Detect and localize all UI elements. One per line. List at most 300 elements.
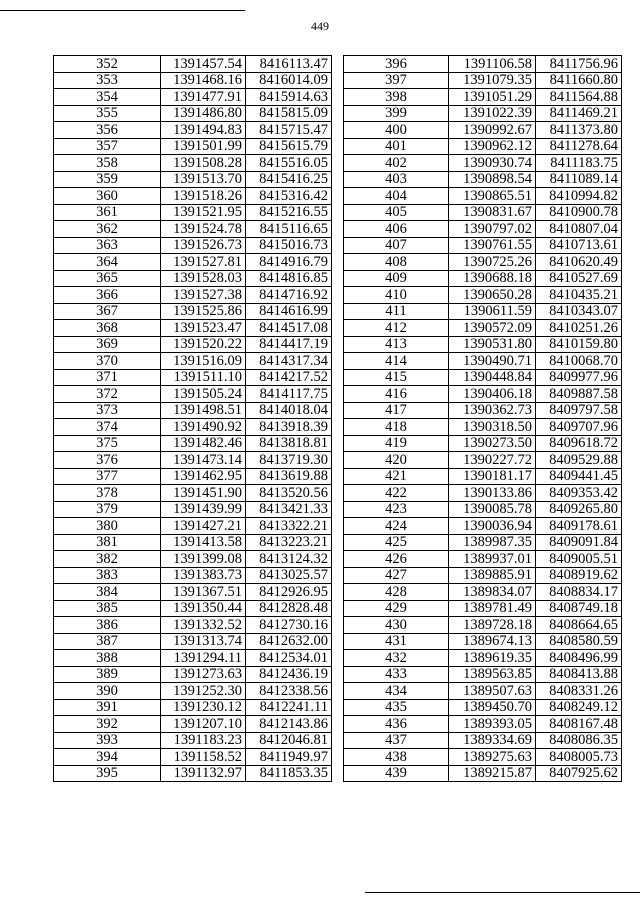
x-coordinate-cell: 1391505.24 bbox=[161, 386, 246, 403]
x-coordinate-cell: 1390133.86 bbox=[449, 485, 536, 502]
point-number-cell: 370 bbox=[54, 353, 161, 370]
point-number-cell: 380 bbox=[54, 518, 161, 535]
y-coordinate-cell: 8407925.62 bbox=[536, 765, 622, 782]
x-coordinate-cell: 1389728.18 bbox=[449, 617, 536, 634]
point-number-cell: 431 bbox=[344, 633, 449, 650]
point-number-cell: 417 bbox=[344, 402, 449, 419]
point-number-cell: 398 bbox=[344, 89, 449, 106]
point-number-cell: 353 bbox=[54, 72, 161, 89]
y-coordinate-cell: 8410807.04 bbox=[536, 221, 622, 238]
x-coordinate-cell: 1390992.67 bbox=[449, 122, 536, 139]
y-coordinate-cell: 8408496.99 bbox=[536, 650, 622, 667]
x-coordinate-cell: 1391451.90 bbox=[161, 485, 246, 502]
x-coordinate-cell: 1389987.35 bbox=[449, 534, 536, 551]
table-row bbox=[344, 204, 622, 221]
x-coordinate-cell: 1391457.54 bbox=[161, 56, 246, 73]
x-coordinate-cell: 1389507.63 bbox=[449, 683, 536, 700]
point-number-cell: 388 bbox=[54, 650, 161, 667]
point-number-cell: 402 bbox=[344, 155, 449, 172]
y-coordinate-cell: 8408249.12 bbox=[536, 699, 622, 716]
point-number-cell: 355 bbox=[54, 105, 161, 122]
point-number-cell: 396 bbox=[344, 56, 449, 73]
table-row bbox=[54, 287, 332, 304]
table-row bbox=[344, 188, 622, 205]
point-number-cell: 403 bbox=[344, 171, 449, 188]
point-number-cell: 428 bbox=[344, 584, 449, 601]
point-number-cell: 359 bbox=[54, 171, 161, 188]
y-coordinate-cell: 8412241.11 bbox=[246, 699, 332, 716]
x-coordinate-cell: 1391473.14 bbox=[161, 452, 246, 469]
point-number-cell: 358 bbox=[54, 155, 161, 172]
table-row bbox=[344, 633, 622, 650]
point-number-cell: 354 bbox=[54, 89, 161, 106]
x-coordinate-cell: 1391439.99 bbox=[161, 501, 246, 518]
y-coordinate-cell: 8416113.47 bbox=[246, 56, 332, 73]
y-coordinate-cell: 8411564.88 bbox=[536, 89, 622, 106]
x-coordinate-cell: 1391350.44 bbox=[161, 600, 246, 617]
point-number-cell: 371 bbox=[54, 369, 161, 386]
table-row bbox=[344, 369, 622, 386]
y-coordinate-cell: 8414616.99 bbox=[246, 303, 332, 320]
y-coordinate-cell: 8414317.34 bbox=[246, 353, 332, 370]
x-coordinate-cell: 1389215.87 bbox=[449, 765, 536, 782]
x-coordinate-cell: 1389450.70 bbox=[449, 699, 536, 716]
table-row bbox=[344, 287, 622, 304]
x-coordinate-cell: 1390318.50 bbox=[449, 419, 536, 436]
x-coordinate-cell: 1390181.17 bbox=[449, 468, 536, 485]
table-row bbox=[54, 56, 332, 73]
point-number-cell: 429 bbox=[344, 600, 449, 617]
x-coordinate-cell: 1390448.84 bbox=[449, 369, 536, 386]
point-number-cell: 407 bbox=[344, 237, 449, 254]
x-coordinate-cell: 1390688.18 bbox=[449, 270, 536, 287]
table-row bbox=[54, 138, 332, 155]
x-coordinate-cell: 1391528.03 bbox=[161, 270, 246, 287]
x-coordinate-cell: 1391527.81 bbox=[161, 254, 246, 271]
y-coordinate-cell: 8412338.56 bbox=[246, 683, 332, 700]
point-number-cell: 401 bbox=[344, 138, 449, 155]
y-coordinate-cell: 8409091.84 bbox=[536, 534, 622, 551]
y-coordinate-cell: 8411278.64 bbox=[536, 138, 622, 155]
x-coordinate-cell: 1389937.01 bbox=[449, 551, 536, 568]
y-coordinate-cell: 8410435.21 bbox=[536, 287, 622, 304]
x-coordinate-cell: 1390406.18 bbox=[449, 386, 536, 403]
y-coordinate-cell: 8408834.17 bbox=[536, 584, 622, 601]
x-coordinate-cell: 1391486.80 bbox=[161, 105, 246, 122]
table-row bbox=[344, 765, 622, 782]
table-row bbox=[344, 468, 622, 485]
point-number-cell: 434 bbox=[344, 683, 449, 700]
x-coordinate-cell: 1390831.67 bbox=[449, 204, 536, 221]
table-row bbox=[344, 89, 622, 106]
y-coordinate-cell: 8411373.80 bbox=[536, 122, 622, 139]
footer-rule bbox=[365, 892, 640, 893]
y-coordinate-cell: 8408005.73 bbox=[536, 749, 622, 766]
table-row bbox=[54, 551, 332, 568]
y-coordinate-cell: 8415914.63 bbox=[246, 89, 332, 106]
table-row bbox=[54, 320, 332, 337]
table-row bbox=[344, 270, 622, 287]
table-row bbox=[54, 369, 332, 386]
x-coordinate-cell: 1391518.26 bbox=[161, 188, 246, 205]
y-coordinate-cell: 8412730.16 bbox=[246, 617, 332, 634]
y-coordinate-cell: 8411469.21 bbox=[536, 105, 622, 122]
point-number-cell: 387 bbox=[54, 633, 161, 650]
table-row bbox=[54, 633, 332, 650]
y-coordinate-cell: 8410527.69 bbox=[536, 270, 622, 287]
x-coordinate-cell: 1389275.63 bbox=[449, 749, 536, 766]
point-number-cell: 391 bbox=[54, 699, 161, 716]
x-coordinate-cell: 1391508.28 bbox=[161, 155, 246, 172]
y-coordinate-cell: 8413619.88 bbox=[246, 468, 332, 485]
x-coordinate-cell: 1389563.85 bbox=[449, 666, 536, 683]
y-coordinate-cell: 8408331.26 bbox=[536, 683, 622, 700]
table-row bbox=[54, 419, 332, 436]
y-coordinate-cell: 8413421.33 bbox=[246, 501, 332, 518]
table-row bbox=[54, 336, 332, 353]
point-number-cell: 414 bbox=[344, 353, 449, 370]
x-coordinate-cell: 1391482.46 bbox=[161, 435, 246, 452]
y-coordinate-cell: 8416014.09 bbox=[246, 72, 332, 89]
point-number-cell: 400 bbox=[344, 122, 449, 139]
y-coordinate-cell: 8410620.49 bbox=[536, 254, 622, 271]
point-number-cell: 406 bbox=[344, 221, 449, 238]
x-coordinate-cell: 1390761.55 bbox=[449, 237, 536, 254]
y-coordinate-cell: 8414117.75 bbox=[246, 386, 332, 403]
x-coordinate-cell: 1391051.29 bbox=[449, 89, 536, 106]
table-row bbox=[344, 650, 622, 667]
table-row bbox=[344, 386, 622, 403]
point-number-cell: 362 bbox=[54, 221, 161, 238]
y-coordinate-cell: 8414217.52 bbox=[246, 369, 332, 386]
table-row bbox=[344, 666, 622, 683]
table-row bbox=[344, 584, 622, 601]
y-coordinate-cell: 8410994.82 bbox=[536, 188, 622, 205]
y-coordinate-cell: 8415316.42 bbox=[246, 188, 332, 205]
point-number-cell: 426 bbox=[344, 551, 449, 568]
table-row bbox=[54, 749, 332, 766]
point-number-cell: 437 bbox=[344, 732, 449, 749]
point-number-cell: 365 bbox=[54, 270, 161, 287]
y-coordinate-cell: 8410068.70 bbox=[536, 353, 622, 370]
point-number-cell: 411 bbox=[344, 303, 449, 320]
table-row bbox=[344, 501, 622, 518]
point-number-cell: 436 bbox=[344, 716, 449, 733]
point-number-cell: 405 bbox=[344, 204, 449, 221]
table-row bbox=[54, 732, 332, 749]
y-coordinate-cell: 8415216.55 bbox=[246, 204, 332, 221]
x-coordinate-cell: 1390531.80 bbox=[449, 336, 536, 353]
point-number-cell: 410 bbox=[344, 287, 449, 304]
x-coordinate-cell: 1391527.38 bbox=[161, 287, 246, 304]
y-coordinate-cell: 8412436.19 bbox=[246, 666, 332, 683]
point-number-cell: 432 bbox=[344, 650, 449, 667]
point-number-cell: 422 bbox=[344, 485, 449, 502]
table-row bbox=[344, 72, 622, 89]
x-coordinate-cell: 1389885.91 bbox=[449, 567, 536, 584]
point-number-cell: 435 bbox=[344, 699, 449, 716]
y-coordinate-cell: 8411089.14 bbox=[536, 171, 622, 188]
y-coordinate-cell: 8408167.48 bbox=[536, 716, 622, 733]
point-number-cell: 392 bbox=[54, 716, 161, 733]
table-row bbox=[54, 683, 332, 700]
y-coordinate-cell: 8415815.09 bbox=[246, 105, 332, 122]
y-coordinate-cell: 8410900.78 bbox=[536, 204, 622, 221]
table-row bbox=[344, 237, 622, 254]
x-coordinate-cell: 1390611.59 bbox=[449, 303, 536, 320]
table-row bbox=[344, 567, 622, 584]
table-row bbox=[54, 155, 332, 172]
x-coordinate-cell: 1390362.73 bbox=[449, 402, 536, 419]
x-coordinate-cell: 1391367.51 bbox=[161, 584, 246, 601]
table-row bbox=[344, 336, 622, 353]
table-row bbox=[54, 386, 332, 403]
y-coordinate-cell: 8415615.79 bbox=[246, 138, 332, 155]
x-coordinate-cell: 1391524.78 bbox=[161, 221, 246, 238]
x-coordinate-cell: 1390930.74 bbox=[449, 155, 536, 172]
point-number-cell: 357 bbox=[54, 138, 161, 155]
x-coordinate-cell: 1389781.49 bbox=[449, 600, 536, 617]
x-coordinate-cell: 1389619.35 bbox=[449, 650, 536, 667]
table-row bbox=[344, 617, 622, 634]
table-row bbox=[54, 72, 332, 89]
point-number-cell: 395 bbox=[54, 765, 161, 782]
x-coordinate-cell: 1391523.47 bbox=[161, 320, 246, 337]
point-number-cell: 381 bbox=[54, 534, 161, 551]
x-coordinate-cell: 1391494.83 bbox=[161, 122, 246, 139]
point-number-cell: 424 bbox=[344, 518, 449, 535]
x-coordinate-cell: 1391427.21 bbox=[161, 518, 246, 535]
table-row bbox=[54, 254, 332, 271]
point-number-cell: 379 bbox=[54, 501, 161, 518]
y-coordinate-cell: 8415416.25 bbox=[246, 171, 332, 188]
x-coordinate-cell: 1391383.73 bbox=[161, 567, 246, 584]
y-coordinate-cell: 8412143.86 bbox=[246, 716, 332, 733]
table-row bbox=[344, 485, 622, 502]
point-number-cell: 421 bbox=[344, 468, 449, 485]
table-row bbox=[54, 600, 332, 617]
point-number-cell: 404 bbox=[344, 188, 449, 205]
y-coordinate-cell: 8415715.47 bbox=[246, 122, 332, 139]
point-number-cell: 367 bbox=[54, 303, 161, 320]
x-coordinate-cell: 1391521.95 bbox=[161, 204, 246, 221]
y-coordinate-cell: 8414517.08 bbox=[246, 320, 332, 337]
point-number-cell: 430 bbox=[344, 617, 449, 634]
x-coordinate-cell: 1390273.50 bbox=[449, 435, 536, 452]
table-row bbox=[344, 452, 622, 469]
table-row bbox=[54, 501, 332, 518]
y-coordinate-cell: 8409178.61 bbox=[536, 518, 622, 535]
table-row bbox=[344, 138, 622, 155]
coordinates-table-left bbox=[53, 55, 332, 782]
x-coordinate-cell: 1391313.74 bbox=[161, 633, 246, 650]
point-number-cell: 423 bbox=[344, 501, 449, 518]
y-coordinate-cell: 8409005.51 bbox=[536, 551, 622, 568]
y-coordinate-cell: 8414716.92 bbox=[246, 287, 332, 304]
point-number-cell: 356 bbox=[54, 122, 161, 139]
y-coordinate-cell: 8409887.58 bbox=[536, 386, 622, 403]
x-coordinate-cell: 1391516.09 bbox=[161, 353, 246, 370]
point-number-cell: 386 bbox=[54, 617, 161, 634]
point-number-cell: 389 bbox=[54, 666, 161, 683]
table-row bbox=[54, 765, 332, 782]
x-coordinate-cell: 1391513.70 bbox=[161, 171, 246, 188]
point-number-cell: 394 bbox=[54, 749, 161, 766]
table-row bbox=[344, 402, 622, 419]
table-row bbox=[54, 303, 332, 320]
table-row bbox=[344, 171, 622, 188]
y-coordinate-cell: 8408919.62 bbox=[536, 567, 622, 584]
x-coordinate-cell: 1390085.78 bbox=[449, 501, 536, 518]
x-coordinate-cell: 1391158.52 bbox=[161, 749, 246, 766]
y-coordinate-cell: 8413520.56 bbox=[246, 485, 332, 502]
table-row bbox=[54, 105, 332, 122]
table-row bbox=[344, 105, 622, 122]
x-coordinate-cell: 1390865.51 bbox=[449, 188, 536, 205]
x-coordinate-cell: 1391294.11 bbox=[161, 650, 246, 667]
point-number-cell: 408 bbox=[344, 254, 449, 271]
table-row bbox=[344, 716, 622, 733]
point-number-cell: 425 bbox=[344, 534, 449, 551]
point-number-cell: 427 bbox=[344, 567, 449, 584]
point-number-cell: 413 bbox=[344, 336, 449, 353]
table-row bbox=[344, 303, 622, 320]
x-coordinate-cell: 1391413.58 bbox=[161, 534, 246, 551]
x-coordinate-cell: 1389334.69 bbox=[449, 732, 536, 749]
point-number-cell: 390 bbox=[54, 683, 161, 700]
y-coordinate-cell: 8415016.73 bbox=[246, 237, 332, 254]
y-coordinate-cell: 8413818.81 bbox=[246, 435, 332, 452]
table-row bbox=[344, 749, 622, 766]
x-coordinate-cell: 1390725.26 bbox=[449, 254, 536, 271]
y-coordinate-cell: 8409618.72 bbox=[536, 435, 622, 452]
table-row bbox=[54, 237, 332, 254]
coordinates-table-right bbox=[343, 55, 622, 782]
y-coordinate-cell: 8413025.57 bbox=[246, 567, 332, 584]
y-coordinate-cell: 8409529.88 bbox=[536, 452, 622, 469]
point-number-cell: 377 bbox=[54, 468, 161, 485]
x-coordinate-cell: 1391520.22 bbox=[161, 336, 246, 353]
y-coordinate-cell: 8411183.75 bbox=[536, 155, 622, 172]
table-row bbox=[344, 221, 622, 238]
point-number-cell: 397 bbox=[344, 72, 449, 89]
point-number-cell: 385 bbox=[54, 600, 161, 617]
y-coordinate-cell: 8409977.96 bbox=[536, 369, 622, 386]
x-coordinate-cell: 1391526.73 bbox=[161, 237, 246, 254]
point-number-cell: 409 bbox=[344, 270, 449, 287]
point-number-cell: 378 bbox=[54, 485, 161, 502]
table-row bbox=[54, 716, 332, 733]
x-coordinate-cell: 1391273.63 bbox=[161, 666, 246, 683]
y-coordinate-cell: 8415516.05 bbox=[246, 155, 332, 172]
table-row bbox=[54, 485, 332, 502]
point-number-cell: 360 bbox=[54, 188, 161, 205]
x-coordinate-cell: 1391183.23 bbox=[161, 732, 246, 749]
x-coordinate-cell: 1391106.58 bbox=[449, 56, 536, 73]
table-row bbox=[344, 353, 622, 370]
table-row bbox=[344, 551, 622, 568]
point-number-cell: 374 bbox=[54, 419, 161, 436]
point-number-cell: 418 bbox=[344, 419, 449, 436]
x-coordinate-cell: 1391022.39 bbox=[449, 105, 536, 122]
point-number-cell: 383 bbox=[54, 567, 161, 584]
table-row bbox=[344, 518, 622, 535]
x-coordinate-cell: 1390227.72 bbox=[449, 452, 536, 469]
x-coordinate-cell: 1390650.28 bbox=[449, 287, 536, 304]
point-number-cell: 384 bbox=[54, 584, 161, 601]
table-row bbox=[54, 171, 332, 188]
table-row bbox=[54, 221, 332, 238]
table-row bbox=[344, 534, 622, 551]
point-number-cell: 382 bbox=[54, 551, 161, 568]
y-coordinate-cell: 8410713.61 bbox=[536, 237, 622, 254]
y-coordinate-cell: 8412828.48 bbox=[246, 600, 332, 617]
table-row bbox=[344, 435, 622, 452]
point-number-cell: 364 bbox=[54, 254, 161, 271]
table-row bbox=[344, 732, 622, 749]
table-row bbox=[54, 89, 332, 106]
point-number-cell: 433 bbox=[344, 666, 449, 683]
y-coordinate-cell: 8414417.19 bbox=[246, 336, 332, 353]
table-row bbox=[54, 617, 332, 634]
page-number: 449 bbox=[311, 19, 329, 33]
table-row bbox=[344, 122, 622, 139]
header-rule bbox=[0, 10, 245, 11]
y-coordinate-cell: 8408749.18 bbox=[536, 600, 622, 617]
y-coordinate-cell: 8408413.88 bbox=[536, 666, 622, 683]
x-coordinate-cell: 1391462.95 bbox=[161, 468, 246, 485]
x-coordinate-cell: 1391490.92 bbox=[161, 419, 246, 436]
table-row bbox=[344, 155, 622, 172]
table-row bbox=[54, 402, 332, 419]
y-coordinate-cell: 8414018.04 bbox=[246, 402, 332, 419]
table-row bbox=[344, 56, 622, 73]
table-row bbox=[54, 518, 332, 535]
y-coordinate-cell: 8413918.39 bbox=[246, 419, 332, 436]
point-number-cell: 412 bbox=[344, 320, 449, 337]
y-coordinate-cell: 8411660.80 bbox=[536, 72, 622, 89]
x-coordinate-cell: 1391332.52 bbox=[161, 617, 246, 634]
y-coordinate-cell: 8411949.97 bbox=[246, 749, 332, 766]
table-row bbox=[344, 254, 622, 271]
point-number-cell: 419 bbox=[344, 435, 449, 452]
point-number-cell: 376 bbox=[54, 452, 161, 469]
point-number-cell: 420 bbox=[344, 452, 449, 469]
table-row bbox=[54, 435, 332, 452]
y-coordinate-cell: 8413124.32 bbox=[246, 551, 332, 568]
y-coordinate-cell: 8408086.35 bbox=[536, 732, 622, 749]
table-row bbox=[54, 666, 332, 683]
point-number-cell: 366 bbox=[54, 287, 161, 304]
table-row bbox=[344, 419, 622, 436]
table-row bbox=[54, 534, 332, 551]
table-row bbox=[54, 452, 332, 469]
table-row bbox=[344, 320, 622, 337]
y-coordinate-cell: 8409797.58 bbox=[536, 402, 622, 419]
y-coordinate-cell: 8408580.59 bbox=[536, 633, 622, 650]
x-coordinate-cell: 1391501.99 bbox=[161, 138, 246, 155]
y-coordinate-cell: 8411853.35 bbox=[246, 765, 332, 782]
y-coordinate-cell: 8409265.80 bbox=[536, 501, 622, 518]
y-coordinate-cell: 8414816.85 bbox=[246, 270, 332, 287]
point-number-cell: 375 bbox=[54, 435, 161, 452]
point-number-cell: 373 bbox=[54, 402, 161, 419]
x-coordinate-cell: 1391468.16 bbox=[161, 72, 246, 89]
x-coordinate-cell: 1390898.54 bbox=[449, 171, 536, 188]
x-coordinate-cell: 1391132.97 bbox=[161, 765, 246, 782]
point-number-cell: 363 bbox=[54, 237, 161, 254]
table-row bbox=[54, 650, 332, 667]
